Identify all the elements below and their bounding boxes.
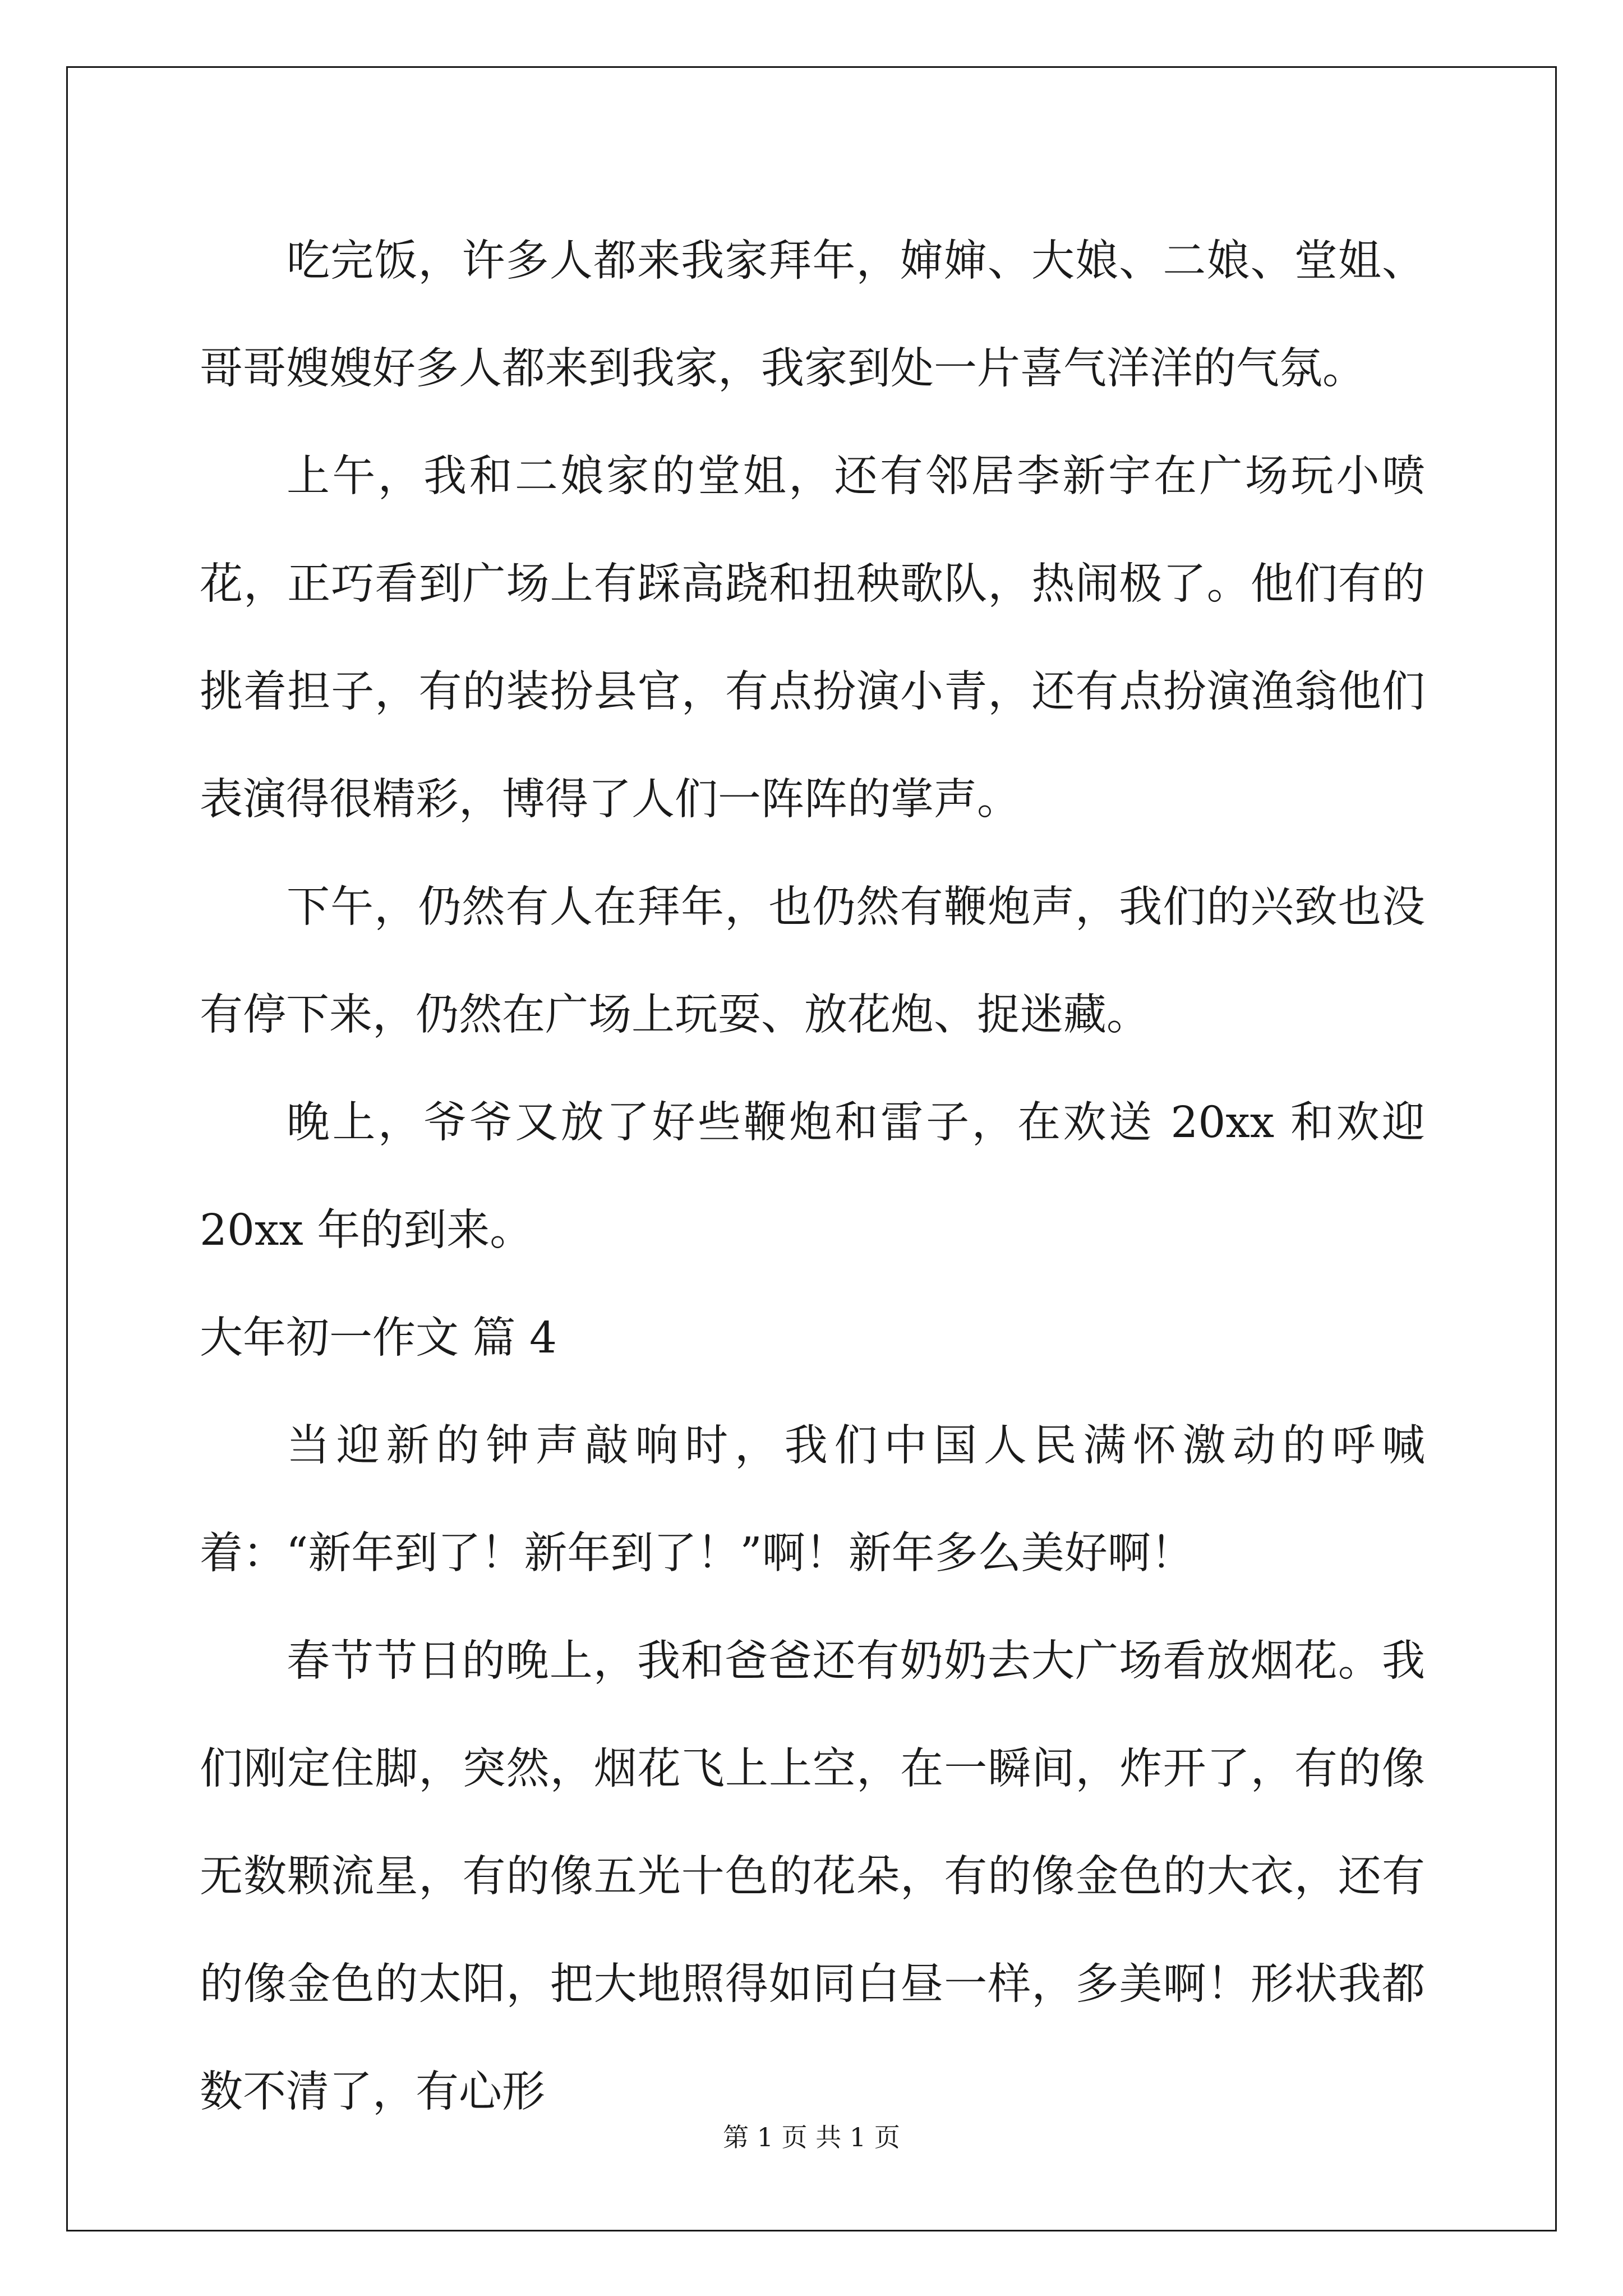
page-footer: 第 1 页 共 1 页	[723, 2122, 900, 2152]
paragraph: 春节节日的晚上，我和爸爸还有奶奶去大广场看放烟花。我们刚定住脚，突然，烟花飞上上空，在一瞬间，炸开了，有的像无数颗流星，有的像五光十色的花朵，有的像金色的大衣，还有的像金色的太阳，把大地照得如同白昼一样，多美啊！形状我都数不清了，有心形	[200, 1636, 1425, 2117]
paragraph: 吃完饭，许多人都来我家拜年，婶婶、大娘、二娘、堂姐、哥哥嫂嫂好多人都来到我家，我家到处一片喜气洋洋的气氛。	[200, 236, 1425, 394]
document-body	[200, 208, 1425, 2146]
section-heading: 大年初一作文 篇 4	[200, 1313, 557, 1363]
paragraph: 下午，仍然有人在拜年，也仍然有鞭炮声，我们的兴致也没有停下来，仍然在广场上玩耍、放花炮、捉迷藏。	[200, 882, 1425, 1040]
paragraph: 上午，我和二娘家的堂姐，还有邻居李新宇在广场玩小喷花，正巧看到广场上有踩高跷和扭秧歌队，热闹极了。他们有的挑着担子，有的装扮县官，有点扮演小青，还有点扮演渔翁他们表演得很精彩，博得了人们一阵阵的掌声。	[200, 452, 1425, 825]
paragraph: 晚上，爷爷又放了好些鞭炮和雷子，在欢送 20xx 和欢迎 20xx 年的到来。	[200, 1098, 1425, 1255]
paragraph: 当迎新的钟声敲响时，我们中国人民满怀激动的呼喊着：“新年到了！新年到了！”啊！新年多么美好啊！	[200, 1421, 1425, 1579]
